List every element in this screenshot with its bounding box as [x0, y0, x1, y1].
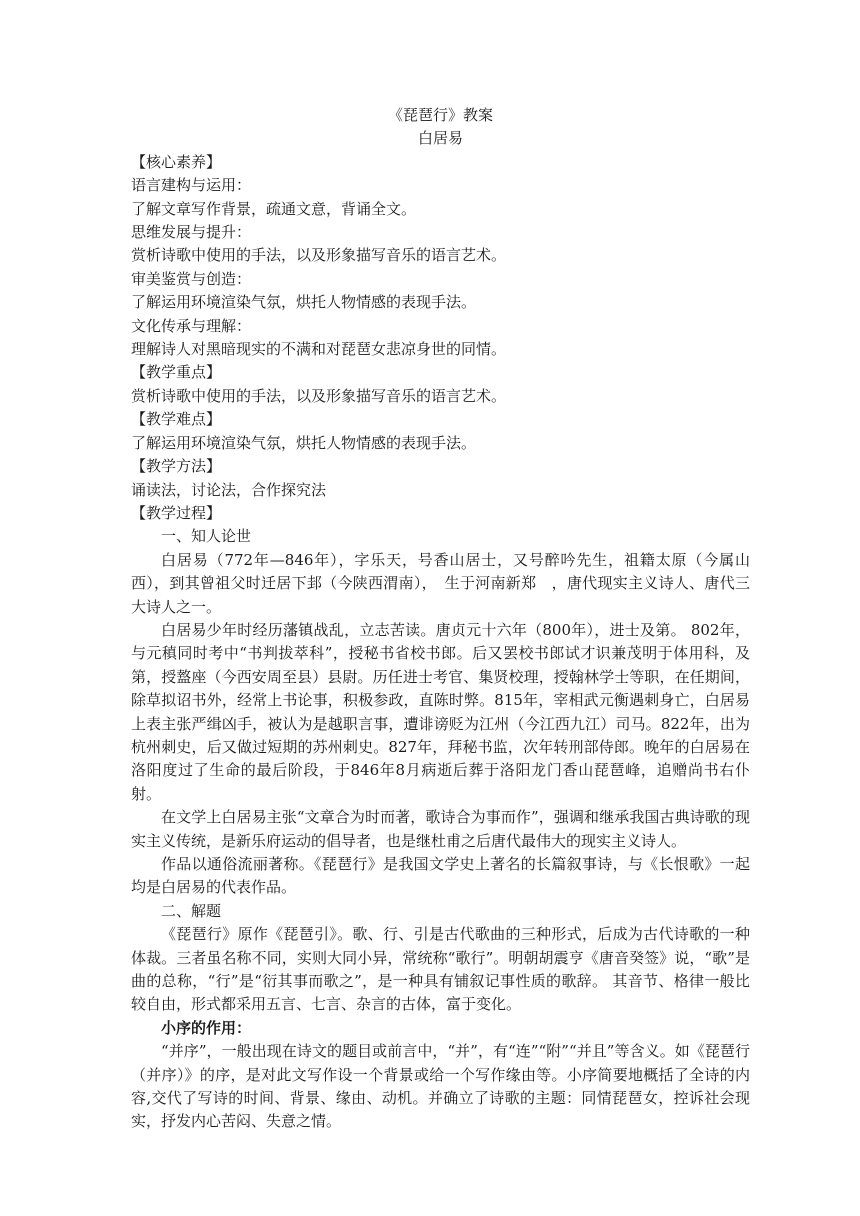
part1-paragraph: 作品以通俗流丽著称。《琵琶行》是我国文学史上著名的长篇叙事诗，与《长恨歌》一起均是白居易的代表作品。 — [131, 855, 750, 897]
teaching-method-text: 诵读法，讨论法，合作探究法 — [131, 480, 327, 499]
core-item: 赏析诗歌中使用的手法，以及形象描写音乐的语言艺术。 — [131, 246, 507, 265]
core-item: 审美鉴赏与创造： — [131, 269, 252, 288]
core-item: 文化传承与理解： — [131, 316, 252, 335]
heading-teaching-method: 【教学方法】 — [131, 457, 222, 476]
key-points-text: 赏析诗歌中使用的手法，以及形象描写音乐的语言艺术。 — [131, 386, 507, 405]
part1-paragraph: 白居易（772年—846年），字乐天，号香山居士，又号醉吟先生，祖籍太原（今属山西），到其曾祖父时迁居下邽（今陕西渭南）， 生于河南新郑 ，唐代现实主义诗人、唐代三大诗人之一。 — [131, 550, 750, 616]
heading-teaching-process: 【教学过程】 — [131, 503, 222, 522]
preface-paragraph: “并序”，一般出现在诗文的题目或前言中，“并”，有“连”“附”“并且”等含义。如《琵琶行（并序）》的序，是对此文写作设一个背景或给一个写作缘由等。小序简要地概括了全诗的内容,交代了写诗的时间、背景、缘由、动机。并确立了诗歌的主题：同情琵琶女，控诉社会现实，抒发内心苦闷、失意之情。 — [131, 1042, 750, 1131]
preface-heading: 小序的作用： — [161, 1018, 252, 1037]
heading-difficult-points: 【教学难点】 — [131, 410, 222, 429]
document-author: 白居易 — [417, 129, 463, 148]
difficult-points-text: 了解运用环境渲染气氛，烘托人物情感的表现手法。 — [131, 433, 477, 452]
part1-paragraph: 白居易少年时经历藩镇战乱，立志苦读。唐贞元十六年（800年），进士及第。 802年，与元稹同时考中“书判拔萃科”，授秘书省校书郎。后又罢校书郎试才识兼茂明于体用科，及第，授盩座（今西安周至县）县尉。历任进士考官、集贤校理，授翰林学士等职，在任期间，除草拟诏书外，经常上书论事，积极参政，直陈时弊。815年，宰相武元衡遇刺身亡，白居易上表主张严缉凶手，被认为是越职言事，遭诽谤贬为江州（今江西九江）司马。822年，出为杭州刺史，后又做过短期的苏州刺史。827年，拜秘书监，次年转刑部侍郎。晚年的白居易在洛阳度过了生命的最后阶段，于846年8月病逝后葬于洛阳龙门香山琵琶峰，追赠尚书右仆射。 — [131, 620, 750, 803]
part2-title: 二、解题 — [161, 901, 222, 920]
core-item: 思维发展与提升： — [131, 223, 252, 242]
core-item: 语言建构与运用： — [131, 176, 252, 195]
core-item: 理解诗人对黑暗现实的不满和对琵琶女悲凉身世的同情。 — [131, 340, 507, 359]
part2-paragraph: 《琵琶行》原作《琵琶引》。歌、行、引是古代歌曲的三种形式，后成为古代诗歌的一种体裁。三者虽名称不同，实则大同小异，常统称“歌行”。明朝胡震亨《唐音癸签》说，“歌”是曲的总称，“行”是“衍其事而歌之”，是一种具有铺叙记事性质的歌辞。 其音节、格律一般比较自由，形式都采用五言、七言、杂言的古体，富于变化。 — [131, 925, 750, 1014]
heading-core: 【核心素养】 — [131, 152, 222, 171]
part1-paragraph: 在文学上白居易主张“文章合为时而著，歌诗合为事而作”，强调和继承我国古典诗歌的现实主义传统，是新乐府运动的倡导者，也是继杜甫之后唐代最伟大的现实主义诗人。 — [131, 808, 750, 850]
part1-title: 一、知人论世 — [161, 527, 252, 546]
core-item: 了解文章写作背景，疏通文意，背诵全文。 — [131, 199, 417, 218]
document-title: 《琵琶行》教案 — [387, 106, 493, 124]
heading-key-points: 【教学重点】 — [131, 363, 222, 382]
core-item: 了解运用环境渲染气氛，烘托人物情感的表现手法。 — [131, 293, 477, 312]
